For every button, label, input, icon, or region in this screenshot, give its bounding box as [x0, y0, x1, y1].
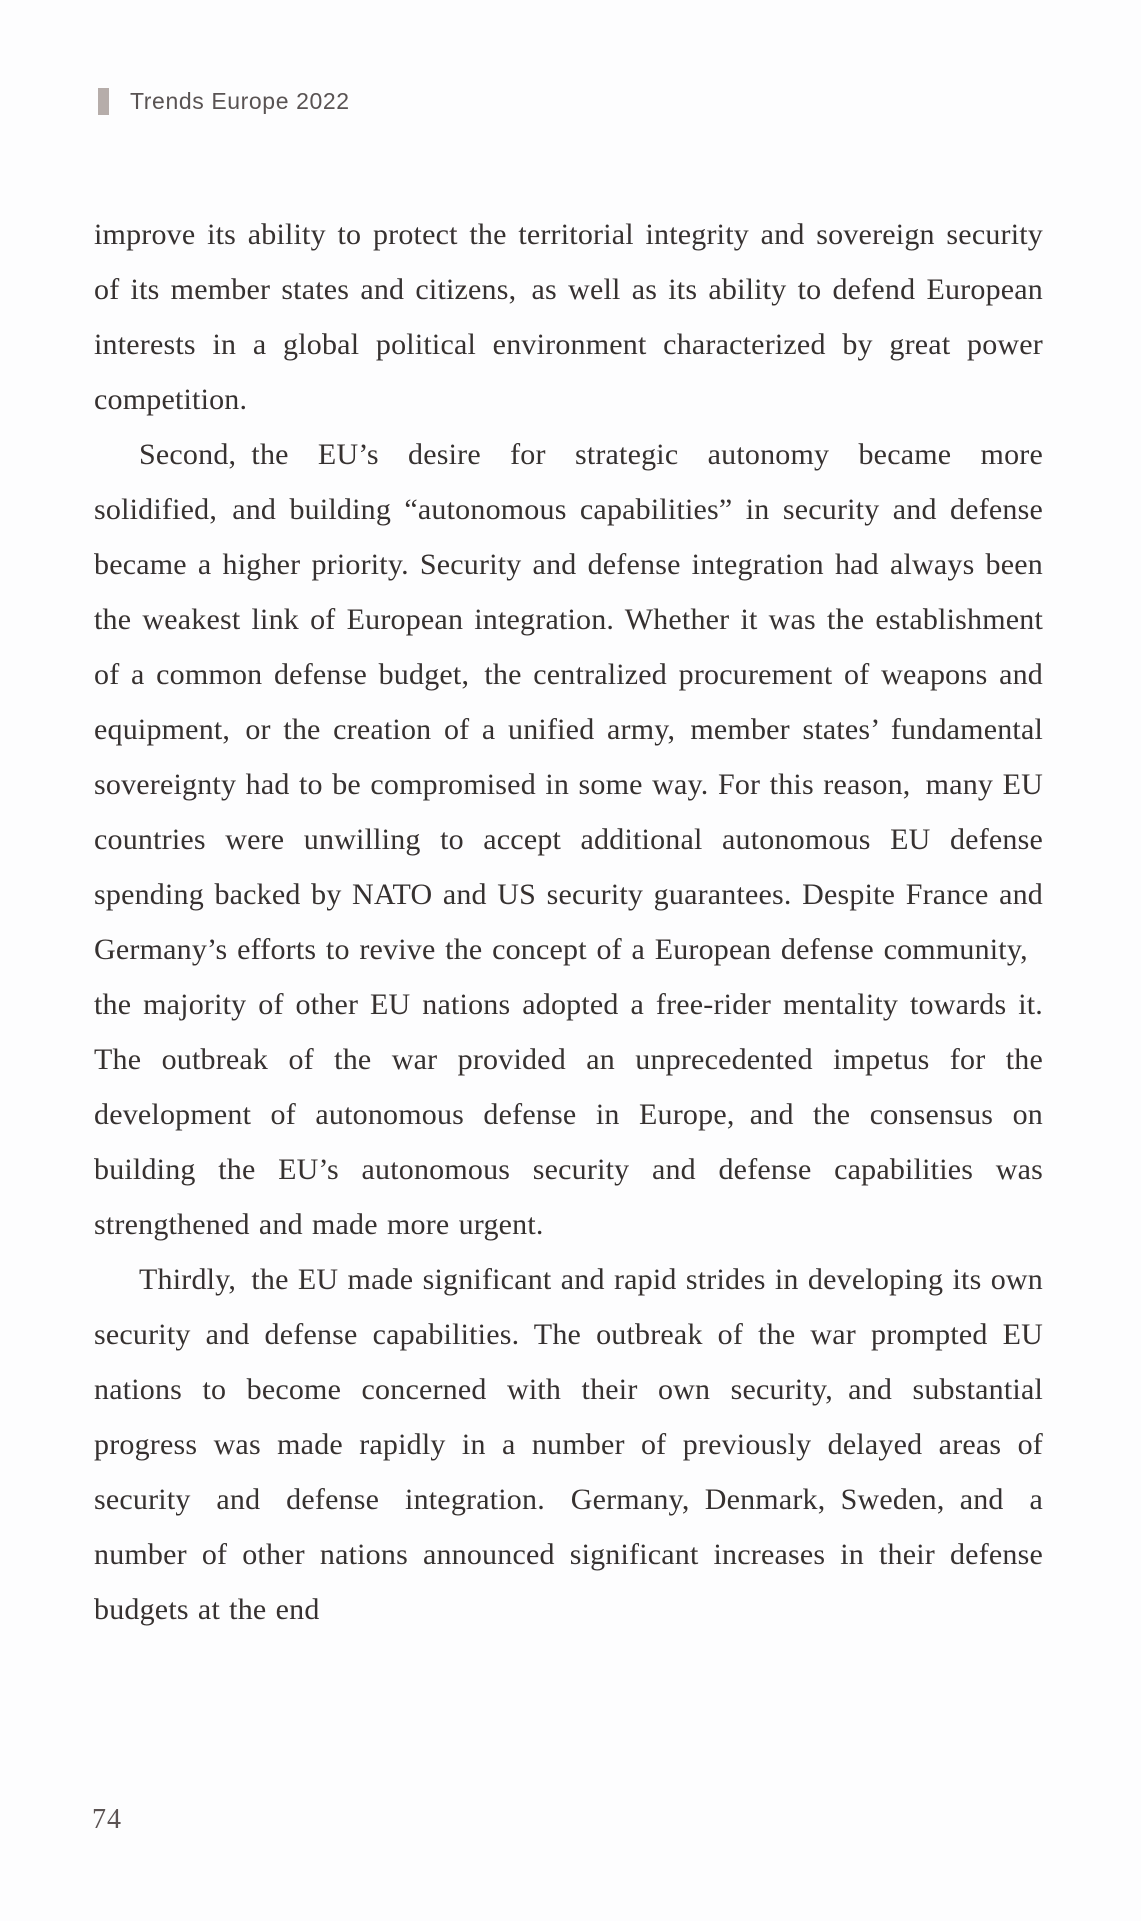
running-header [98, 88, 350, 115]
running-header-title: Trends Europe 2022 [130, 88, 350, 114]
paragraph-second-point: Second, the EU’s desire for strategic autonomy became more solidified, and building “autonomous capabilities” in security and defense became a higher priority. Security and defense integration had always been the weakest link of European integration. Whether it was the establishment of a common defense budget, the centralized procurement of weapons and equipment, or the creation of a unified army, member states’ fundamental sovereignty had to be compromised in some way. For this reason, many EU countries were unwilling to accept additional autonomous EU defense spending backed by NATO and US security guarantees. Despite France and Germany’s efforts to revive the concept of a European defense community, the majority of other EU nations adopted a free-rider mentality towards it. The outbreak of the war provided an unprecedented impetus for the development of autonomous defense in Europe, and the consensus on building the EU’s autonomous security and defense capabilities was strengthened and made more urgent. [94, 438, 1043, 1241]
paragraph-third-point: Thirdly, the EU made significant and rapid strides in developing its own security and defense capabilities. The outbreak of the war prompted EU nations to become concerned with their own security, and substantial progress was made rapidly in a number of previously delayed areas of security and defense integration. Germany, Denmark, Sweden, and a number of other nations announced significant increases in their defense budgets at the end [94, 1263, 1043, 1626]
header-marker-bar [98, 88, 109, 115]
page-body-text [94, 207, 1043, 1637]
paragraph-continuation: improve its ability to protect the territorial integrity and sovereign security of its member states and citizens, as well as its ability to defend European interests in a global political environment characterized by great power competition. [94, 218, 1043, 416]
page-number: 74 [92, 1804, 122, 1835]
